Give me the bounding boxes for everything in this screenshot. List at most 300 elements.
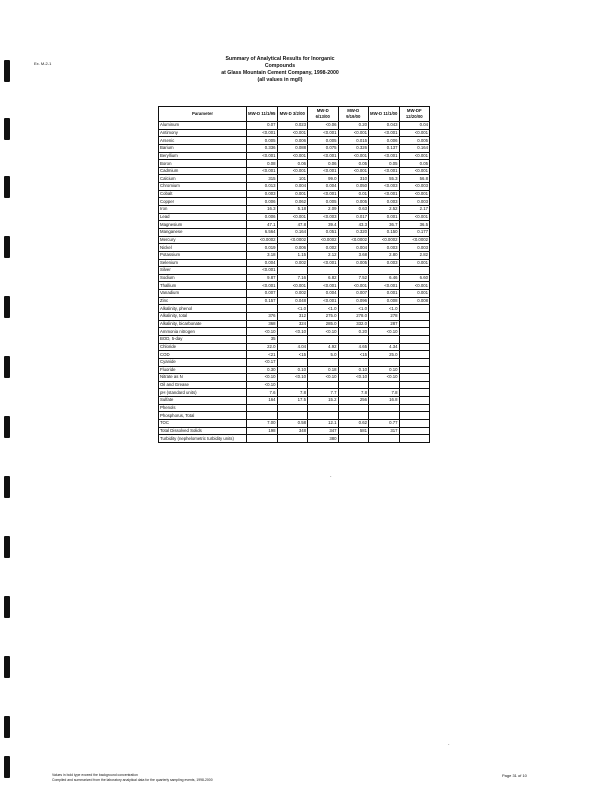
value-cell: 0.10 (369, 366, 400, 374)
value-cell: 0.20 (338, 328, 369, 336)
parameter-cell: Cobalt (159, 190, 247, 198)
value-cell: <0.001 (247, 167, 278, 175)
value-cell (338, 358, 369, 366)
value-cell: <21 (247, 351, 278, 359)
table-row (159, 213, 430, 221)
value-cell: 0.088 (277, 144, 308, 152)
value-cell: <0.001 (369, 282, 400, 290)
value-cell: <0.001 (308, 282, 339, 290)
binder-hole (4, 176, 10, 198)
parameter-cell: Boron (159, 160, 247, 168)
value-cell: <0.0002 (277, 236, 308, 244)
value-cell: 15.2 (308, 397, 339, 405)
value-cell: 0.10 (338, 366, 369, 374)
value-cell (338, 381, 369, 389)
column-header-sample: MW-D 9/19/00 (338, 107, 369, 122)
parameter-cell: COD (159, 351, 247, 359)
value-cell: 0.137 (369, 144, 400, 152)
value-cell: 0.004 (308, 290, 339, 298)
footer-note: Values in bold type exceed the background concentration (52, 773, 138, 777)
value-cell: <0.10 (369, 328, 400, 336)
parameter-cell: Alkalinity, phenol (159, 305, 247, 313)
value-cell: <0.001 (247, 282, 278, 290)
value-cell: 0.001 (369, 213, 400, 221)
table-row (159, 167, 430, 175)
document-title (200, 56, 360, 84)
parameter-cell: Potassium (159, 251, 247, 259)
value-cell (399, 313, 430, 321)
table-row (159, 397, 430, 405)
value-cell: <0.001 (338, 282, 369, 290)
value-cell: 0.001 (399, 290, 430, 298)
value-cell: <0.10 (277, 374, 308, 382)
parameter-cell: Nickel (159, 244, 247, 252)
value-cell: 0.164 (277, 228, 308, 236)
value-cell: <0.17 (247, 358, 278, 366)
parameter-cell: Lead (159, 213, 247, 221)
value-cell: 4.34 (369, 343, 400, 351)
value-cell: 0.096 (338, 297, 369, 305)
title-line: Compounds (264, 63, 296, 69)
table-row (159, 160, 430, 168)
value-cell: 348 (277, 427, 308, 435)
parameter-cell: Antimony (159, 129, 247, 137)
value-cell (399, 389, 430, 397)
value-cell (369, 435, 400, 443)
value-cell: <0.001 (369, 190, 400, 198)
value-cell: <0.10 (247, 374, 278, 382)
value-cell (399, 397, 430, 405)
parameter-cell: Phosphorus, Total (159, 412, 247, 420)
value-cell: 99.0 (308, 175, 339, 183)
value-cell: 0.004 (247, 259, 278, 267)
value-cell: 0.001 (399, 259, 430, 267)
value-cell: 0.003 (247, 190, 278, 198)
table-row (159, 305, 430, 313)
value-cell: 7.16 (277, 274, 308, 282)
value-cell: 0.003 (369, 259, 400, 267)
binder-hole (4, 416, 10, 438)
value-cell: 278.0 (338, 313, 369, 321)
value-cell: 7.8 (369, 389, 400, 397)
table-row (159, 389, 430, 397)
binder-hole (4, 596, 10, 618)
value-cell: 0.63 (338, 206, 369, 214)
value-cell: 275.0 (308, 313, 339, 321)
value-cell (247, 412, 278, 420)
value-cell: 12.1 (308, 419, 339, 427)
value-cell (369, 358, 400, 366)
value-cell: 0.004 (277, 183, 308, 191)
value-cell: <1.0 (338, 305, 369, 313)
parameter-cell: Alkalinity, bicarbonate (159, 320, 247, 328)
parameter-cell: Cyanide (159, 358, 247, 366)
table-row (159, 328, 430, 336)
value-cell: <0.001 (277, 129, 308, 137)
binder-hole (4, 536, 10, 558)
value-cell (277, 404, 308, 412)
value-cell: 2.17 (399, 206, 430, 214)
value-cell: 324 (277, 320, 308, 328)
value-cell: 7.8 (338, 389, 369, 397)
value-cell: 0.08 (247, 160, 278, 168)
table-row (159, 137, 430, 145)
value-cell: 0.023 (277, 122, 308, 130)
binder-hole (4, 476, 10, 498)
value-cell: 16.8 (369, 397, 400, 405)
value-cell: <1.0 (308, 305, 339, 313)
value-cell (399, 335, 430, 343)
value-cell (369, 404, 400, 412)
table-row (159, 175, 430, 183)
table-row (159, 144, 430, 152)
value-cell: 0.015 (338, 137, 369, 145)
value-cell (277, 358, 308, 366)
parameter-cell: pH (standard units) (159, 389, 247, 397)
table-row (159, 297, 430, 305)
value-cell: <0.001 (308, 167, 339, 175)
value-cell (338, 435, 369, 443)
value-cell: <0.001 (308, 297, 339, 305)
parameter-cell: Alkalinity, total (159, 313, 247, 321)
value-cell: 0.017 (338, 213, 369, 221)
parameter-cell: Turbidity (nephelometric turbidity units) (159, 435, 247, 443)
scan-speck: · (448, 742, 450, 748)
value-cell: 56.8 (399, 175, 430, 183)
table-row (159, 351, 430, 359)
value-cell: <0.001 (277, 152, 308, 160)
value-cell: 0.05 (338, 160, 369, 168)
column-header-sample: MW-D 6/13/00 (308, 107, 339, 122)
value-cell: 2.12 (308, 251, 339, 259)
value-cell: 380 (308, 435, 339, 443)
value-cell (308, 267, 339, 275)
value-cell: 5.0 (308, 351, 339, 359)
value-cell (308, 358, 339, 366)
title-line: Summary of Analytical Results for Inorganic (225, 56, 335, 62)
parameter-cell: Zinc (159, 297, 247, 305)
value-cell: 47.8 (277, 221, 308, 229)
parameter-cell: Total Dissolved Solids (159, 427, 247, 435)
value-cell: 332.0 (338, 320, 369, 328)
parameter-cell: Beryllium (159, 152, 247, 160)
value-cell (399, 328, 430, 336)
parameter-cell: BOD, 5-day (159, 335, 247, 343)
value-cell: 101 (277, 175, 308, 183)
value-cell: 581 (338, 427, 369, 435)
value-cell: <0.001 (308, 129, 339, 137)
parameter-cell: Iron (159, 206, 247, 214)
parameter-cell: Magnesium (159, 221, 247, 229)
value-cell: 0.58 (277, 419, 308, 427)
value-cell: <0.001 (247, 129, 278, 137)
value-cell: 0.005 (399, 137, 430, 145)
value-cell (399, 381, 430, 389)
value-cell: 0.005 (338, 259, 369, 267)
value-cell: 0.20 (338, 122, 369, 130)
parameter-cell: Sulfate (159, 397, 247, 405)
value-cell: 256 (338, 397, 369, 405)
value-cell: 310 (338, 175, 369, 183)
value-cell: 0.062 (277, 198, 308, 206)
value-cell: 55.3 (369, 175, 400, 183)
value-cell (369, 335, 400, 343)
value-cell: <0.10 (277, 328, 308, 336)
value-cell (247, 404, 278, 412)
binder-hole (4, 716, 10, 738)
value-cell: <0.001 (399, 152, 430, 160)
parameter-cell: Arsenic (159, 137, 247, 145)
value-cell (399, 366, 430, 374)
table-row (159, 313, 430, 321)
value-cell: 0.77 (369, 419, 400, 427)
value-cell: 47.1 (247, 221, 278, 229)
table-row (159, 343, 430, 351)
value-cell: 0.043 (369, 122, 400, 130)
value-cell: 43.3 (338, 221, 369, 229)
value-cell: 35 (247, 335, 278, 343)
value-cell: <0.001 (277, 282, 308, 290)
parameter-cell: Phenols (159, 404, 247, 412)
value-cell: <0.0002 (308, 236, 339, 244)
value-cell: 312 (277, 313, 308, 321)
value-cell: <0.10 (369, 374, 400, 382)
parameter-cell: Fluoride (159, 366, 247, 374)
value-cell: 39.4 (308, 221, 339, 229)
value-cell: <0.001 (277, 167, 308, 175)
parameter-cell: Cadmium (159, 167, 247, 175)
value-cell (399, 435, 430, 443)
value-cell: <0.0002 (247, 236, 278, 244)
parameter-cell: TOC (159, 419, 247, 427)
value-cell: 0.002 (277, 290, 308, 298)
value-cell: 0.06 (308, 160, 339, 168)
value-cell: 0.001 (277, 190, 308, 198)
value-cell: <0.003 (369, 183, 400, 191)
table-row (159, 236, 430, 244)
value-cell (338, 335, 369, 343)
value-cell: 22.0 (247, 343, 278, 351)
value-cell: 0.005 (247, 137, 278, 145)
value-cell: <0.0002 (338, 236, 369, 244)
table-row (159, 404, 430, 412)
value-cell: <0.001 (399, 167, 430, 175)
parameter-cell: Barium (159, 144, 247, 152)
footer-note: Compiled and summarized from the laboratory analytical data for the quarterly sampling events, 1998-2000 (52, 778, 213, 782)
value-cell (399, 404, 430, 412)
table-row (159, 244, 430, 252)
value-cell: 25.0 (369, 351, 400, 359)
value-cell: 4.65 (338, 343, 369, 351)
value-cell: 0.04 (399, 122, 430, 130)
value-cell: 2.52 (369, 206, 400, 214)
value-cell: 0.006 (247, 198, 278, 206)
binder-hole (4, 656, 10, 678)
parameter-cell: Ammonia nitrogen (159, 328, 247, 336)
value-cell: 2.82 (399, 251, 430, 259)
value-cell: 6.82 (308, 274, 339, 282)
value-cell: <0.001 (399, 129, 430, 137)
value-cell: 4.04 (277, 343, 308, 351)
value-cell: 0.320 (338, 228, 369, 236)
value-cell: <0.001 (369, 167, 400, 175)
value-cell: 0.150 (369, 228, 400, 236)
value-cell: <0.001 (338, 152, 369, 160)
value-cell: 3.68 (338, 251, 369, 259)
value-cell: <0.001 (277, 213, 308, 221)
parameter-cell: Silver (159, 267, 247, 275)
table-row (159, 374, 430, 382)
exhibit-label: Ex. M-2-1 (34, 61, 52, 66)
value-cell (277, 435, 308, 443)
table-row (159, 198, 430, 206)
value-cell: 368 (247, 320, 278, 328)
value-cell: 0.013 (247, 183, 278, 191)
column-header-sample: MW-D 3/2/00 (277, 107, 308, 122)
value-cell: 0.177 (399, 228, 430, 236)
parameter-cell: Vanadium (159, 290, 247, 298)
value-cell: <0.0002 (369, 236, 400, 244)
value-cell: 164 (247, 397, 278, 405)
value-cell: <0.001 (399, 282, 430, 290)
parameter-cell: Sodium (159, 274, 247, 282)
value-cell: <0.001 (399, 190, 430, 198)
value-cell: 16.3 (247, 206, 278, 214)
value-cell: <0.003 (308, 213, 339, 221)
value-cell: 0.05 (399, 160, 430, 168)
value-cell (247, 305, 278, 313)
value-cell: 6.564 (247, 228, 278, 236)
value-cell: 198 (247, 427, 278, 435)
value-cell (338, 412, 369, 420)
value-cell (308, 335, 339, 343)
value-cell: 0.01 (338, 190, 369, 198)
value-cell: <0.001 (399, 213, 430, 221)
value-cell: 36.7 (369, 221, 400, 229)
value-cell: 0.05 (369, 160, 400, 168)
table-row (159, 290, 430, 298)
value-cell: 376 (247, 313, 278, 321)
value-cell: <0.001 (308, 259, 339, 267)
value-cell: 0.007 (338, 290, 369, 298)
value-cell: 0.157 (247, 297, 278, 305)
value-cell: <0.001 (247, 152, 278, 160)
value-cell: 0.075 (308, 144, 339, 152)
table-row (159, 259, 430, 267)
value-cell: 0.004 (308, 183, 339, 191)
table-row (159, 358, 430, 366)
value-cell (308, 381, 339, 389)
value-cell (277, 335, 308, 343)
column-header-sample: MW-D 11/1/95 (247, 107, 278, 122)
value-cell (277, 412, 308, 420)
value-cell: 0.164 (399, 144, 430, 152)
value-cell: 0.008 (369, 297, 400, 305)
parameter-cell: Nitrate as N (159, 374, 247, 382)
value-cell: 0.62 (338, 419, 369, 427)
parameter-cell: Calcium (159, 175, 247, 183)
value-cell (399, 305, 430, 313)
value-cell: <0.10 (247, 328, 278, 336)
value-cell: 17.5 (277, 397, 308, 405)
column-header-parameter: Parameter (159, 107, 247, 122)
value-cell: <0.0002 (399, 236, 430, 244)
value-cell: 0.004 (338, 244, 369, 252)
value-cell: 278 (369, 313, 400, 321)
value-cell: 0.002 (308, 244, 339, 252)
value-cell (399, 267, 430, 275)
value-cell: 0.30 (247, 366, 278, 374)
value-cell: 0.18 (308, 366, 339, 374)
value-cell: 0.006 (277, 137, 308, 145)
value-cell: 7.52 (338, 274, 369, 282)
parameter-cell: Oil and Grease (159, 381, 247, 389)
value-cell (308, 404, 339, 412)
value-cell: 317 (369, 427, 400, 435)
value-cell: 0.050 (338, 183, 369, 191)
value-cell: 0.019 (247, 244, 278, 252)
value-cell: 0.006 (277, 244, 308, 252)
value-cell (399, 412, 430, 420)
column-header-sample: MW-DF 12/20/00 (399, 107, 430, 122)
table-header-row (159, 107, 430, 122)
value-cell: 285.0 (308, 320, 339, 328)
title-line: (all values in mg/l) (257, 77, 303, 83)
page-number: Page 31 of 10 (502, 773, 527, 778)
value-cell: 347 (308, 427, 339, 435)
parameter-cell: Selenium (159, 259, 247, 267)
value-cell: <0.001 (247, 267, 278, 275)
table-row (159, 152, 430, 160)
value-cell: <0.001 (369, 129, 400, 137)
table-row (159, 435, 430, 443)
value-cell: 315 (247, 175, 278, 183)
binder-hole (4, 118, 10, 140)
table-row (159, 419, 430, 427)
value-cell: 5.18 (277, 206, 308, 214)
value-cell (247, 435, 278, 443)
table-row (159, 221, 430, 229)
value-cell: 0.003 (369, 198, 400, 206)
table-row (159, 190, 430, 198)
value-cell (369, 267, 400, 275)
value-cell: <15 (338, 351, 369, 359)
value-cell: 7.7 (308, 389, 339, 397)
table-row (159, 320, 430, 328)
value-cell: 3.18 (247, 251, 278, 259)
value-cell: <15 (277, 351, 308, 359)
binder-hole (4, 60, 10, 82)
value-cell: <0.10 (308, 374, 339, 382)
value-cell: <0.003 (399, 183, 430, 191)
table-row (159, 267, 430, 275)
parameter-cell: Manganese (159, 228, 247, 236)
value-cell: 0.002 (277, 259, 308, 267)
value-cell: 0.005 (308, 137, 339, 145)
parameter-cell: Thallium (159, 282, 247, 290)
value-cell (399, 374, 430, 382)
value-cell: <0.10 (308, 328, 339, 336)
parameter-cell: Copper (159, 198, 247, 206)
value-cell: 0.006 (369, 137, 400, 145)
value-cell (277, 267, 308, 275)
parameter-cell: Mercury (159, 236, 247, 244)
value-cell (369, 381, 400, 389)
value-cell: 0.006 (247, 213, 278, 221)
value-cell (338, 404, 369, 412)
value-cell: 0.001 (369, 290, 400, 298)
value-cell: 0.10 (277, 366, 308, 374)
